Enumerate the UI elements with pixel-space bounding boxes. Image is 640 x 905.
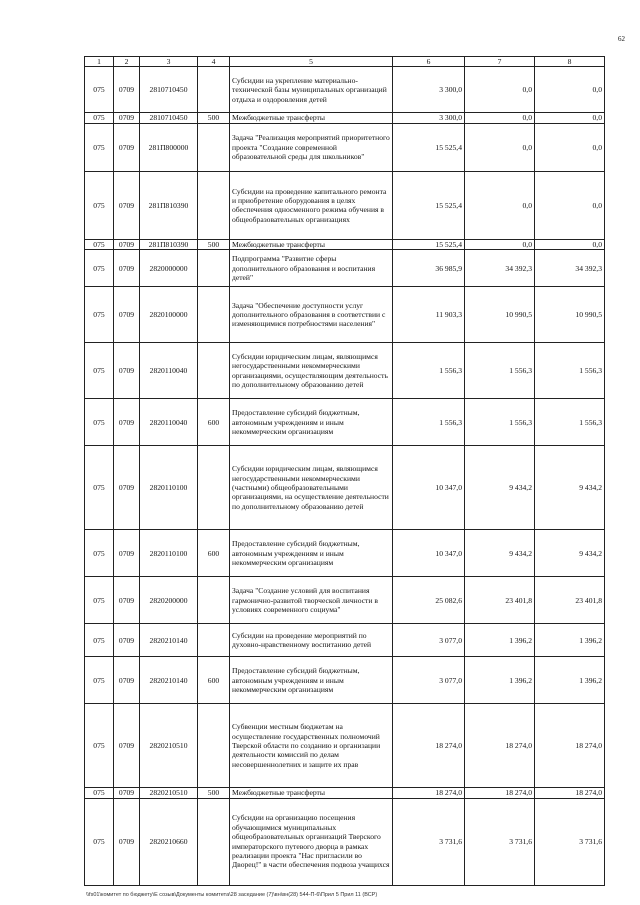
table-cell: 0709 <box>114 123 140 171</box>
table-cell: 600 <box>198 530 230 577</box>
page-number: 62 <box>618 35 625 43</box>
col-header: 7 <box>465 57 535 67</box>
table-cell: 23 401,8 <box>535 577 605 624</box>
table-row <box>85 171 605 239</box>
table-cell: 281П810390 <box>140 239 198 249</box>
table-cell: 281П800000 <box>140 123 198 171</box>
col-header: 1 <box>85 57 114 67</box>
table-cell: 0709 <box>114 67 140 113</box>
table-cell: 2820000000 <box>140 250 198 287</box>
table-cell: 075 <box>85 798 114 885</box>
table-cell: Задача "Обеспечение доступности услуг дополнительного образования в соответствии с изменяющимися потребностями населения" <box>230 287 393 343</box>
table-cell: 0,0 <box>465 113 535 123</box>
table-cell: 0709 <box>114 446 140 530</box>
table-cell: 18 274,0 <box>393 704 465 788</box>
table-cell: Задача "Создание условий для воспитания гармонично-развитой творческой личности в условиях современного социума" <box>230 577 393 624</box>
table-cell: 075 <box>85 399 114 446</box>
table-cell: Предоставление субсидий бюджетным, автономным учреждениям и иным некоммерческим организациям <box>230 399 393 446</box>
table-cell: 075 <box>85 123 114 171</box>
table-cell: 23 401,8 <box>465 577 535 624</box>
table-cell: 075 <box>85 788 114 798</box>
table-cell: 9 434,2 <box>535 530 605 577</box>
table-cell: 0709 <box>114 239 140 249</box>
table-cell: 3 300,0 <box>393 113 465 123</box>
table-cell: 9 434,2 <box>535 446 605 530</box>
table-cell: 0709 <box>114 577 140 624</box>
table-cell: 9 434,2 <box>465 446 535 530</box>
table-cell: 0709 <box>114 250 140 287</box>
table-row <box>85 446 605 530</box>
table-row <box>85 399 605 446</box>
budget-table <box>84 56 605 886</box>
table-row <box>85 577 605 624</box>
table-cell: 0,0 <box>535 123 605 171</box>
table-cell: Задача "Реализация мероприятий приоритетного проекта "Создание современной образовательной среды для школьников" <box>230 123 393 171</box>
table-cell: 3 300,0 <box>393 67 465 113</box>
table-cell: Субсидии на проведение капитального ремонта и приобретение оборудования в целях обеспечения односменного режима обучения в общеобразовательных организациях <box>230 171 393 239</box>
table-cell <box>198 250 230 287</box>
table-cell: 3 731,6 <box>535 798 605 885</box>
table-cell: 1 396,2 <box>535 657 605 704</box>
table-cell: 0709 <box>114 287 140 343</box>
table-cell <box>198 446 230 530</box>
table-cell: Межбюджетные трансферты <box>230 239 393 249</box>
table-cell <box>198 343 230 399</box>
table-cell <box>198 704 230 788</box>
table-cell: 075 <box>85 239 114 249</box>
table-cell: 10 990,5 <box>535 287 605 343</box>
table-cell <box>198 67 230 113</box>
col-header: 4 <box>198 57 230 67</box>
table-cell: 2820110040 <box>140 399 198 446</box>
table-row <box>85 704 605 788</box>
table-cell: Субсидии юридическим лицам, являющимся негосударственными некоммерческими организациями, осуществляющим деятельность по дополнительному образованию детей <box>230 343 393 399</box>
table-cell: 2820200000 <box>140 577 198 624</box>
table-cell: 25 082,6 <box>393 577 465 624</box>
table-cell: 18 274,0 <box>465 788 535 798</box>
table-cell: Межбюджетные трансферты <box>230 788 393 798</box>
table-cell: 075 <box>85 67 114 113</box>
table-cell: 2820210510 <box>140 704 198 788</box>
table-cell: 2820210660 <box>140 798 198 885</box>
table-cell: 3 077,0 <box>393 657 465 704</box>
table-cell: 3 077,0 <box>393 624 465 657</box>
table-row <box>85 798 605 885</box>
table-cell: 0709 <box>114 798 140 885</box>
table-cell: 2820110100 <box>140 446 198 530</box>
table-cell: Предоставление субсидий бюджетным, автономным учреждениям и иным некоммерческим организациям <box>230 657 393 704</box>
file-path-footer: \\fs01\комитет по бюджету\Е созыв\Документы комитета\28 заседание (7)\вн\вн(28) 544-П-6\Прил 5 Прил 11 (ВСР) <box>86 892 378 898</box>
table-cell: 075 <box>85 624 114 657</box>
table-cell: 281П810390 <box>140 171 198 239</box>
table-cell: 075 <box>85 577 114 624</box>
table-cell: 500 <box>198 239 230 249</box>
table-cell: 0709 <box>114 788 140 798</box>
table-cell: 2820110040 <box>140 343 198 399</box>
table-cell: 3 731,6 <box>465 798 535 885</box>
table-cell: 0,0 <box>535 171 605 239</box>
table-cell: 11 903,3 <box>393 287 465 343</box>
table-cell: 0,0 <box>465 123 535 171</box>
table-row <box>85 343 605 399</box>
table-row <box>85 287 605 343</box>
table-cell: 0709 <box>114 171 140 239</box>
table-cell: Субсидии юридическим лицам, являющимся негосударственными некоммерческими (частными) общеобразовательными организациями, на осуществление деятельности по дополнительному образованию детей <box>230 446 393 530</box>
table-cell: 075 <box>85 657 114 704</box>
col-header: 2 <box>114 57 140 67</box>
table-cell: 0,0 <box>535 67 605 113</box>
table-row <box>85 67 605 113</box>
header-row <box>85 57 605 67</box>
table-cell: 0709 <box>114 704 140 788</box>
table-cell: Предоставление субсидий бюджетным, автономным учреждениям и иным некоммерческим организациям <box>230 530 393 577</box>
table-row <box>85 113 605 123</box>
table-cell: Субсидии на организацию посещения обучающимися муниципальных общеобразовательных организаций Тверского императорского путевого дворца в рамках реализации проекта "Нас пригласили во Дворец!" в части обеспечения подвоза учащихся <box>230 798 393 885</box>
table-cell: 0,0 <box>465 239 535 249</box>
table-cell: 15 525,4 <box>393 123 465 171</box>
table-cell: Подпрограмма "Развитие сферы дополнительного образования и воспитания детей" <box>230 250 393 287</box>
table-cell: 0709 <box>114 530 140 577</box>
table-cell: 0709 <box>114 343 140 399</box>
table-cell: 075 <box>85 530 114 577</box>
table-cell: 1 556,3 <box>465 399 535 446</box>
table-cell: 0,0 <box>535 239 605 249</box>
table-cell: 10 990,5 <box>465 287 535 343</box>
table-cell <box>198 123 230 171</box>
table-cell: 2820210510 <box>140 788 198 798</box>
table-cell: 075 <box>85 250 114 287</box>
table-cell: 600 <box>198 399 230 446</box>
table-cell: 18 274,0 <box>393 788 465 798</box>
col-header: 6 <box>393 57 465 67</box>
table-cell: 9 434,2 <box>465 530 535 577</box>
table-cell: 0709 <box>114 113 140 123</box>
table-cell: 075 <box>85 704 114 788</box>
table-cell: 18 274,0 <box>535 788 605 798</box>
col-header: 3 <box>140 57 198 67</box>
table-cell: 34 392,3 <box>535 250 605 287</box>
table-cell: 075 <box>85 343 114 399</box>
table-cell: 1 556,3 <box>535 399 605 446</box>
table-cell: 36 985,9 <box>393 250 465 287</box>
table-cell: 075 <box>85 171 114 239</box>
table-cell: 10 347,0 <box>393 530 465 577</box>
table-cell: Субсидии на проведение мероприятий по духовно-нравственному воспитанию детей <box>230 624 393 657</box>
table-cell: 0,0 <box>465 67 535 113</box>
table-cell <box>198 171 230 239</box>
table-cell <box>198 624 230 657</box>
table-row <box>85 250 605 287</box>
table-cell: Субвенции местным бюджетам на осуществление государственных полномочий Тверской области по созданию и организации деятельности комиссий по делам несовершеннолетних и защите их прав <box>230 704 393 788</box>
table-cell: 600 <box>198 657 230 704</box>
table-cell: 1 396,2 <box>465 657 535 704</box>
table-cell: 1 556,3 <box>393 343 465 399</box>
table-cell <box>198 287 230 343</box>
table-row <box>85 530 605 577</box>
table-cell: 10 347,0 <box>393 446 465 530</box>
table-cell: 1 556,3 <box>535 343 605 399</box>
table-cell: 1 396,2 <box>465 624 535 657</box>
table-cell: 18 274,0 <box>535 704 605 788</box>
table-cell: Субсидии на укрепление материально-технической базы муниципальных организаций отдыха и оздоровления детей <box>230 67 393 113</box>
table-cell: 2820210140 <box>140 624 198 657</box>
table-cell: 2810710450 <box>140 67 198 113</box>
table-cell: 15 525,4 <box>393 239 465 249</box>
table-cell: 0709 <box>114 657 140 704</box>
table-cell: 3 731,6 <box>393 798 465 885</box>
table-cell: 1 396,2 <box>535 624 605 657</box>
table-cell: 1 556,3 <box>393 399 465 446</box>
table-cell: 2810710450 <box>140 113 198 123</box>
table-cell: 500 <box>198 113 230 123</box>
table-row <box>85 788 605 798</box>
table-cell <box>198 577 230 624</box>
col-header: 8 <box>535 57 605 67</box>
table-row <box>85 657 605 704</box>
table-cell: 500 <box>198 788 230 798</box>
table-cell: 0709 <box>114 624 140 657</box>
table-cell: 34 392,3 <box>465 250 535 287</box>
table-cell: 0709 <box>114 399 140 446</box>
table-cell: 2820110100 <box>140 530 198 577</box>
col-header: 5 <box>230 57 393 67</box>
table-row <box>85 239 605 249</box>
table-row <box>85 624 605 657</box>
table-cell: 0,0 <box>465 171 535 239</box>
table-cell: 0,0 <box>535 113 605 123</box>
table-cell: 075 <box>85 446 114 530</box>
table-cell: 075 <box>85 287 114 343</box>
table-cell: 1 556,3 <box>465 343 535 399</box>
table-cell: Межбюджетные трансферты <box>230 113 393 123</box>
table-row <box>85 123 605 171</box>
table-cell: 18 274,0 <box>465 704 535 788</box>
table-cell <box>198 798 230 885</box>
table-cell: 075 <box>85 113 114 123</box>
table-cell: 2820210140 <box>140 657 198 704</box>
table-cell: 2820100000 <box>140 287 198 343</box>
table-cell: 15 525,4 <box>393 171 465 239</box>
